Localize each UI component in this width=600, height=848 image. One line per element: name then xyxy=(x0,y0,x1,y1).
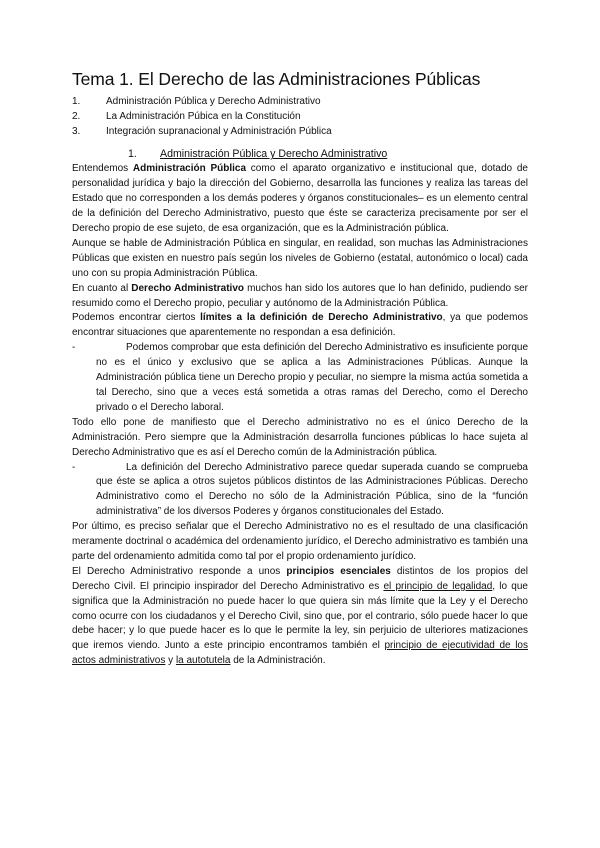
table-of-contents xyxy=(72,95,528,139)
toc-item: 2. La Administración Púbica en la Constitución xyxy=(72,110,301,122)
dash-bullet: - xyxy=(72,461,76,473)
dash-bullet: - xyxy=(72,342,76,354)
bullet-item: - Podemos comprobar que esta definición del Derecho Administrativo es insuficiente porque no es el único y exclusivo que se aplica a las Administraciones Públicas. Aunque la Administración pública tiene un Derecho propio y peculiar, no siempre la misma actúa sometida a tal Derecho, sino que a veces está sometida a otras ramas del Derecho, como el Derecho privado o el Derecho laboral. xyxy=(72,341,528,416)
paragraph: Todo ello pone de manifiesto que el Derecho administrativo no es el único Derecho de la Administración. Pero siempre que la Administración desarrolla funciones públicas lo hace sujeta al Derecho Administrativo que es así el Derecho común de la Administración pública. xyxy=(72,416,528,458)
bullet-item: - La definición del Derecho Administrativo parece quedar superada cuando se comprueba que éste se aplica a otros sujetos públicos distintos de las Administraciones Públicas. Derecho Administrativo como el Derecho no sólo de la Administración Pública, sino de la “función administrativa” de los diversos Poderes y órganos constitucionales del Estado. xyxy=(72,461,528,521)
paragraph: Entendemos Administración Pública como el aparato organizativo e institucional que, dotado de personalidad jurídica y bajo la dirección del Gobierno, desarrolla las funciones y realiza las tareas del Estado que no corresponden a los demás poderes y órganos constitucionales– es un elemento central de la definición del Derecho Administrativo, puesto que éste se caracteriza precisamente por ser el Derecho propio de ese sujeto, de esa organización, que es la Administración pública. xyxy=(72,163,528,235)
paragraph: Podemos encontrar ciertos límites a la definición de Derecho Administrativo, ya que podemos encontrar situaciones que aparentemente no respondan a esa definición. xyxy=(72,312,529,339)
toc-item: 1. Administración Pública y Derecho Administrativo xyxy=(72,96,321,107)
page-title: Tema 1. El Derecho de las Administraciones Públicas xyxy=(72,69,481,89)
document-page xyxy=(72,68,528,669)
paragraph: Por último, es preciso señalar que el Derecho Administrativo no es el resultado de una clasificación meramente doctrinal o académica del ordenamiento jurídico, el Derecho administrativo es también una parte del ordenamiento admitida como tal por el propio ordenamiento jurídico. xyxy=(72,521,528,562)
paragraph: Aunque se hable de Administración Pública en singular, en realidad, son muchas las Administraciones Públicas que existen en nuestro país según los niveles de Gobierno (estatal, autonómico o local) cada uno con su propia Administración Pública. xyxy=(72,237,528,279)
paragraph: El Derecho Administrativo responde a unos principios esenciales distintos de los propios del Derecho Civil. El principio inspirador del Derecho Administrativo es el principio de legalidad, lo que significa que la Administración no puede hacer lo que quiera sin más límite que la Ley y el Derecho como ocurre con los ciudadanos y el Derecho Civil, sino que, por el contrario, sólo puede hacer lo que debe hacer; y lo que puede hacer es lo que le permite la ley, sin perjuicio de ulteriores matizaciones que iremos viendo. Junto a este principio encontramos también el principio de ejecutividad de los actos administrativos y la autotutela de la Administración. xyxy=(72,565,528,667)
paragraph: En cuanto al Derecho Administrativo muchos han sido los autores que lo han definido, pudiendo ser resumido como el Derecho propio, peculiar y autónomo de la Administración Pública. xyxy=(72,282,529,309)
toc-item: 3. Integración supranacional y Administración Pública xyxy=(72,125,332,137)
section-heading: 1. Administración Pública y Derecho Administrativo xyxy=(128,148,388,161)
